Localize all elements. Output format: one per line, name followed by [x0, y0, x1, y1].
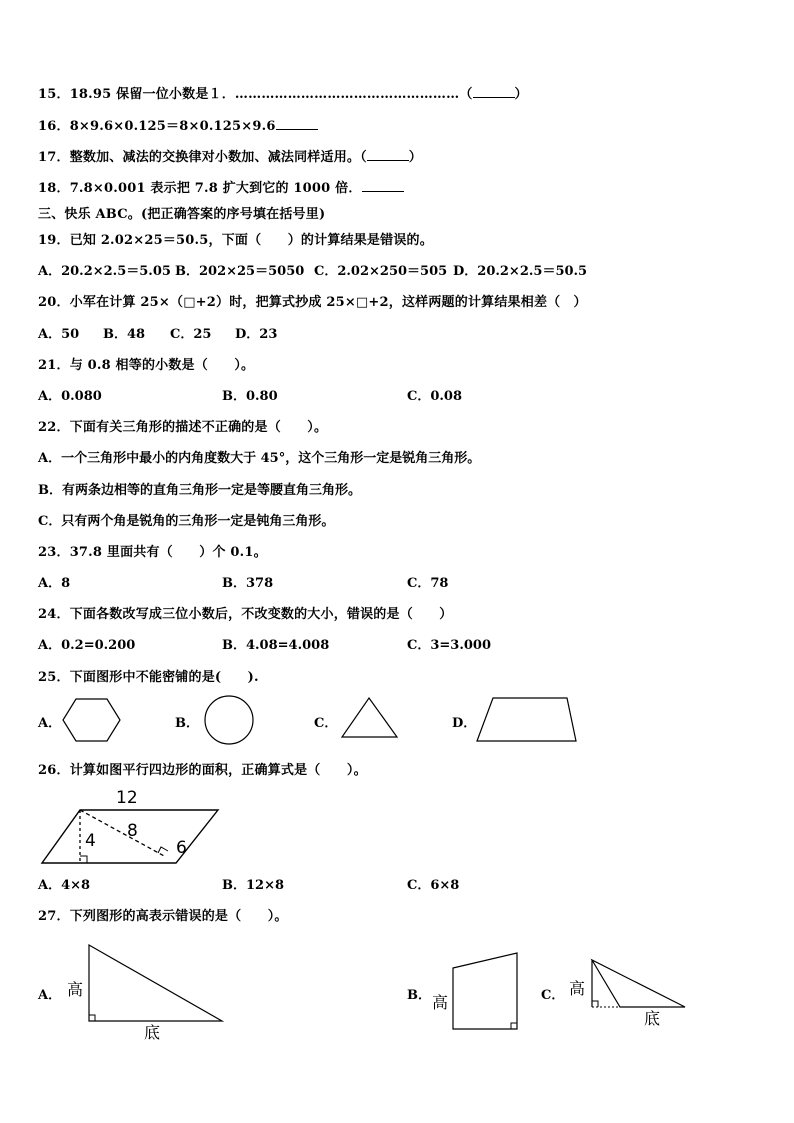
section-3-heading: 三、快乐 ABC。(把正确答案的序号填在括号里) — [38, 207, 326, 222]
q25-option-b[interactable]: B． — [175, 716, 199, 731]
q21-option-b[interactable]: B．0.80 — [222, 389, 278, 404]
height-label-a: 高 — [67, 980, 84, 999]
q21-option-a[interactable]: A．0.080 — [38, 389, 102, 404]
answer-blank-15[interactable] — [473, 86, 515, 98]
question-20: 20．小军在计算 25×（□+2）时，把算式抄成 25×□+2，这样两题的计算结果相差（ ） — [38, 295, 587, 310]
right-triangle-figure-a — [64, 944, 230, 1044]
q22-option-b[interactable]: B．有两条边相等的直角三角形一定是等腰直角三角形。 — [38, 483, 361, 498]
base-label-c: 底 — [644, 1009, 661, 1028]
q23-option-a[interactable]: A．8 — [38, 576, 71, 591]
question-18 — [38, 177, 404, 196]
q27-option-a[interactable]: A． — [38, 988, 62, 1003]
q20-option-c[interactable]: C．25 — [170, 327, 212, 342]
trapezoid-figure — [475, 696, 580, 744]
q23-option-b[interactable]: B．378 — [222, 576, 274, 591]
base-label-a: 底 — [144, 1023, 161, 1042]
question-16-text: 16．8×9.6×0.125＝8×0.125×9.6 — [38, 119, 276, 134]
question-26: 26．计算如图平行四边形的面积，正确算式是（ ）。 — [38, 763, 367, 778]
q24-option-c[interactable]: C．3=3.000 — [407, 638, 491, 653]
question-19: 19．已知 2.02×25＝50.5，下面（ ）的计算结果是错误的。 — [38, 233, 433, 248]
q19-option-c[interactable]: C．2.02×250＝505 — [314, 264, 448, 279]
question-25: 25．下面图形中不能密铺的是( ). — [38, 670, 259, 685]
question-15-text: 15．18.95 保留一位小数是１．……………………………………………（ — [38, 87, 473, 102]
question-15 — [38, 83, 528, 102]
question-23: 23．37.8 里面共有（ ）个 0.1。 — [38, 545, 267, 560]
label-8: 8 — [127, 821, 138, 841]
question-17 — [38, 146, 422, 165]
q24-option-a[interactable]: A．0.2=0.200 — [38, 638, 136, 653]
q19-option-b[interactable]: B．202×25＝5050 — [175, 264, 305, 279]
circle-figure — [204, 694, 256, 746]
question-22: 22．下面有关三角形的描述不正确的是（ ）。 — [38, 420, 328, 435]
q24-option-b[interactable]: B．4.08=4.008 — [222, 638, 330, 653]
label-12: 12 — [116, 788, 138, 808]
q22-option-c[interactable]: C．只有两个角是锐角的三角形一定是钝角三角形。 — [38, 514, 335, 529]
q20-option-d[interactable]: D．23 — [235, 327, 278, 342]
q27-option-c[interactable]: C． — [541, 988, 565, 1003]
height-label-b: 高 — [432, 993, 449, 1012]
label-4: 4 — [85, 831, 96, 851]
answer-blank-17[interactable] — [367, 149, 409, 161]
q23-option-c[interactable]: C．78 — [407, 576, 449, 591]
q22-option-a[interactable]: A．一个三角形中最小的内角度数大于 45°，这个三角形一定是锐角三角形。 — [38, 451, 481, 466]
q20-option-b[interactable]: B．48 — [103, 327, 146, 342]
q25-option-d[interactable]: D． — [452, 716, 477, 731]
triangle-figure — [340, 697, 400, 739]
question-17-text: 17．整数加、减法的交换律对小数加、减法同样适用。（ — [38, 150, 367, 165]
q26-option-c[interactable]: C．6×8 — [407, 878, 460, 893]
height-label-c: 高 — [569, 979, 586, 998]
question-15-close: ） — [514, 87, 528, 102]
hexagon-figure — [62, 698, 122, 742]
q19-option-a[interactable]: A．20.2×2.5＝5.05 — [38, 264, 171, 279]
q26-option-b[interactable]: B．12×8 — [222, 878, 285, 893]
q27-option-b[interactable]: B． — [407, 988, 431, 1003]
question-24: 24．下面各数改写成三位小数后，不改变数的大小，错误的是（ ） — [38, 607, 453, 622]
q19-option-d[interactable]: D．20.2×2.5＝50.5 — [453, 264, 588, 279]
q21-option-c[interactable]: C．0.08 — [407, 389, 463, 404]
question-16 — [38, 115, 318, 134]
obtuse-triangle-figure-c — [566, 956, 690, 1032]
answer-blank-18[interactable] — [362, 180, 404, 192]
answer-blank-16[interactable] — [276, 118, 318, 130]
q25-option-c[interactable]: C． — [314, 716, 338, 731]
q25-option-a[interactable]: A． — [38, 716, 62, 731]
question-21: 21．与 0.8 相等的小数是（ ）。 — [38, 358, 255, 373]
q26-option-a[interactable]: A．4×8 — [38, 878, 91, 893]
q20-option-a[interactable]: A．50 — [38, 327, 80, 342]
question-18-text: 18．7.8×0.001 表示把 7.8 扩大到它的 1000 倍． — [38, 181, 362, 196]
parallelogram-figure — [40, 786, 220, 868]
question-17-close: ） — [408, 150, 422, 165]
question-27: 27．下列图形的高表示错误的是（ ）。 — [38, 909, 288, 924]
label-6: 6 — [176, 838, 187, 858]
trapezoid-figure-b — [430, 950, 522, 1032]
